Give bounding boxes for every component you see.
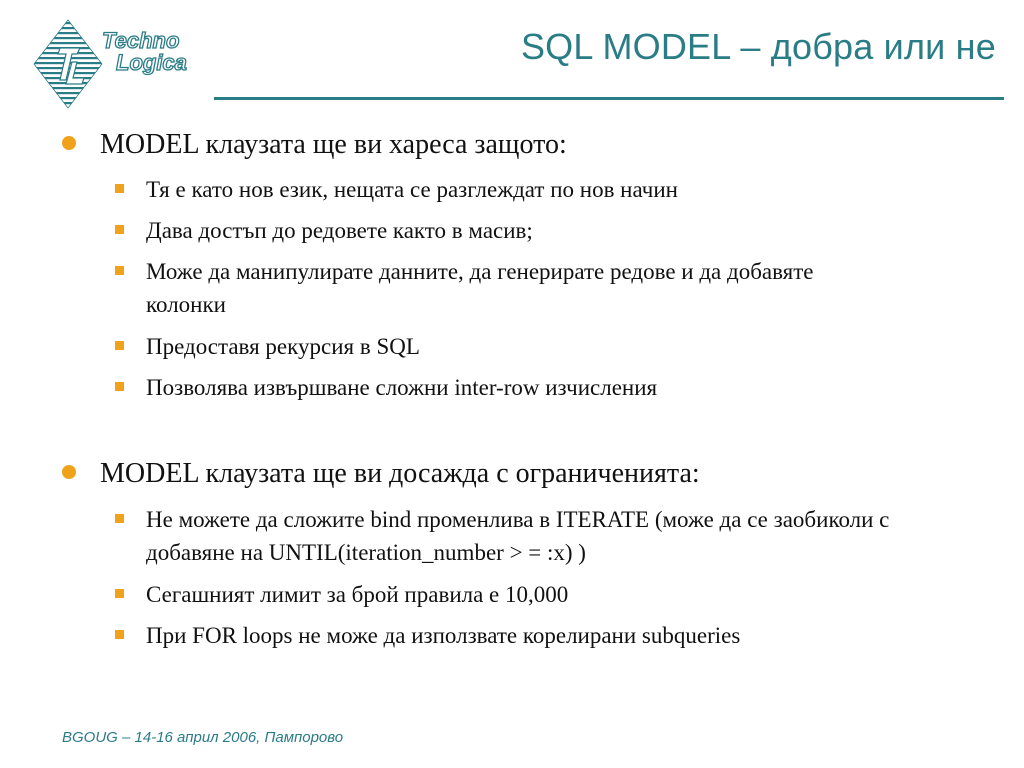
list-item: Предоставя рекурсия в SQL	[146, 334, 420, 359]
bullet-dot-icon	[62, 136, 76, 150]
list-item: Дава достъп до редовете както в масив;	[146, 218, 533, 243]
bullet-dot-icon	[62, 465, 76, 479]
bullet-square-icon	[115, 382, 124, 391]
bullet-square-icon	[115, 184, 124, 193]
bullet-square-icon	[115, 225, 124, 234]
list-item: Тя е като нов език, нещата се разглеждат по нов начин	[146, 177, 678, 202]
bullet-square-icon	[115, 266, 124, 275]
bullet-square-icon	[115, 341, 124, 350]
list-item: Сегашният лимит за брой правила е 10,000	[146, 582, 569, 607]
list-item: Може да манипулирате данните, да генерирате редове и да добавяте колонки	[146, 259, 814, 317]
list-item: Позволява извършване сложни inter-row изчисления	[146, 375, 658, 400]
footer-text: BGOUG – 14-16 април 2006, Пампорово	[62, 729, 344, 746]
logo-text-line2: Logica	[116, 50, 187, 75]
section-heading-1: MODEL клаузата ще ви хареса защото:	[100, 129, 567, 160]
logo-text-line1: Techno	[102, 28, 180, 53]
section-heading-2: MODEL клаузата ще ви досажда с ограниченията:	[100, 458, 700, 489]
list-item: При FOR loops не може да използвате корелирани subqueries	[146, 623, 741, 648]
bullet-square-icon	[115, 630, 124, 639]
slide-title: SQL MODEL – добра или не	[520, 26, 996, 67]
bullet-square-icon	[115, 589, 124, 598]
list-item: Не можете да сложите bind променлива в ITERATE (може да се заобиколи с добавяне на UNTIL(iteration_number > = :x) )	[146, 507, 890, 565]
bullet-square-icon	[115, 514, 124, 523]
